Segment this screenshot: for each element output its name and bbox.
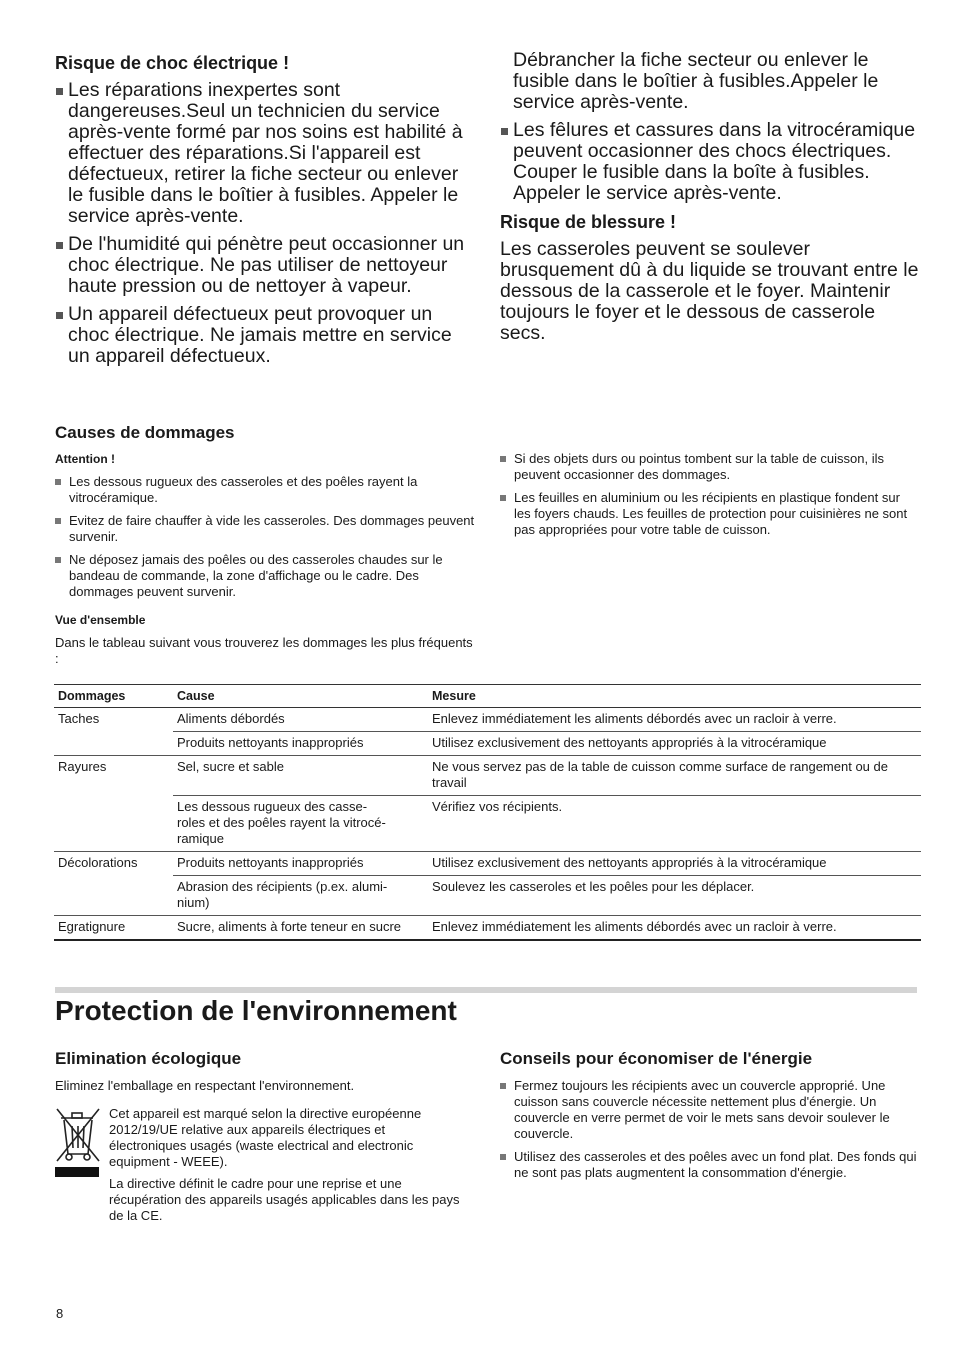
damage-name-cell: Egratignure [54, 916, 173, 941]
shock-item-1: Les réparations inexpertes sont dangereuses.Seul un technicien du service après-vente formé par nos soins est habilité à effectuer des réparations.Si l'appareil est défectueux, retirer la fiche secteur ou enlever le fusible dans le boîtier à fusibles. Appeler le service après-vente. [55, 80, 475, 227]
damage-item-1: Les dessous rugueux des casseroles et des poêles rayent la vitrocéramique. [55, 474, 475, 506]
damage-name-cell: Taches [58, 711, 100, 726]
damage-item-3: Ne déposez jamais des poêles ou des casseroles chaudes sur le bandeau de commande, la zone d'affichage ou le cadre. Des dommages peuvent survenir. [55, 552, 475, 600]
page-number: 8 [56, 1306, 64, 1321]
measure-cell: Utilisez exclusivement des nettoyants appropriés à la vitrocéramique [428, 732, 921, 756]
crossed-bin-icon [55, 1107, 101, 1179]
weee-text-block [109, 1106, 464, 1224]
damage-heading: Causes de dommages [55, 423, 235, 442]
shock-item-3: Un appareil défectueux peut provoquer un choc électrique. Ne jamais mettre en service un appareil défectueux. [55, 304, 475, 367]
measure-cell: Ne vous servez pas de la table de cuisson comme surface de rangement ou de travail [428, 756, 921, 796]
table-row [54, 796, 921, 852]
shock-continued-text: Débrancher la fiche secteur ou enlever le fusible dans le boîtier à fusibles.Appeler le service après-vente. [513, 49, 879, 113]
cause-cell: Les dessous rugueux des casse- roles et des poêles rayent la vitrocé- ramique [173, 796, 428, 852]
injury-heading: Risque de blessure ! [500, 212, 677, 232]
overview-heading: Vue d'ensemble [55, 613, 146, 627]
table-row [54, 732, 921, 756]
shock-list [55, 80, 475, 367]
table-row [54, 876, 921, 916]
header-cause: Cause [173, 685, 428, 708]
table-row [54, 916, 921, 941]
disposal-heading: Elimination écologique [55, 1049, 242, 1068]
energy-tip-2: Utilisez des casseroles et des poêles avec un fond plat. Des fonds qui ne sont pas plats augmentent la consommation d'énergie. [500, 1149, 920, 1181]
shock-heading: Risque de choc électrique ! [55, 53, 290, 73]
shock-list-continued [500, 120, 920, 204]
shock-warning-block [55, 52, 475, 374]
table-row [54, 708, 921, 732]
measure-cell: Enlevez immédiatement les aliments débordés avec un racloir à verre. [428, 916, 921, 941]
damage-name-cell: Rayures [54, 756, 173, 852]
energy-tips-block [500, 1078, 920, 1188]
damage-table [54, 684, 921, 941]
energy-tips-heading: Conseils pour économiser de l'énergie [500, 1049, 813, 1068]
damage-table-wrapper [54, 684, 921, 941]
overview-intro: Dans le tableau suivant vous trouverez les dommages les plus fréquents : [55, 635, 473, 666]
shock-item-4: Les fêlures et cassures dans la vitrocéramique peuvent occasionner des chocs électriques. Couper le fusible dans la boîte à fusibles. Appeler le service après-vente. [500, 120, 920, 204]
table-row [54, 756, 921, 796]
energy-tip-1: Fermez toujours les récipients avec un couvercle approprié. Une cuisson sans couvercle nécessite nettement plus d'énergie. Un couvercle en verre permet de voir le mets sans devoir soulever le couvercle. [500, 1078, 920, 1142]
environment-heading: Protection de l'environnement [55, 995, 457, 1026]
shock-item-2: De l'humidité qui pénètre peut occasionner un choc électrique. Ne pas utiliser de nettoyeur haute pression ou de nettoyer à vapeur. [55, 234, 475, 297]
table-header-row [54, 685, 921, 708]
measure-cell: Enlevez immédiatement les aliments débordés avec un racloir à verre. [432, 711, 837, 726]
weee-paragraph-2: La directive définit le cadre pour une reprise et une récupération des appareils usagés applicables dans les pays de la CE. [109, 1176, 460, 1223]
damage-left-block [55, 452, 475, 607]
damage-right-list [500, 451, 920, 538]
header-dommages: Dommages [54, 685, 173, 708]
measure-cell: Utilisez exclusivement des nettoyants appropriés à la vitrocéramique [428, 852, 921, 876]
damage-item-5: Les feuilles en aluminium ou les récipients en plastique fondent sur les foyers chauds. Les feuilles de protection pour cuisinières ne sont pas appropriées pour votre table de cuisson. [500, 490, 920, 538]
cause-cell: Sel, sucre et sable [173, 756, 428, 796]
section-divider [55, 987, 917, 993]
cause-cell: Produits nettoyants inappropriés [173, 732, 428, 756]
shock-continued-block [500, 50, 920, 344]
cause-cell: Sucre, aliments à forte teneur en sucre [173, 916, 428, 941]
damage-right-block [500, 451, 920, 545]
damage-item-4: Si des objets durs ou pointus tombent sur la table de cuisson, ils peuvent occasionner des dommages. [500, 451, 920, 483]
measure-cell: Vérifiez vos récipients. [428, 796, 921, 852]
disposal-intro: Eliminez l'emballage en respectant l'environnement. [55, 1078, 355, 1093]
damage-left-list [55, 474, 475, 600]
cause-cell: Abrasion des récipients (p.ex. alumi- nium) [173, 876, 428, 916]
header-mesure: Mesure [428, 685, 921, 708]
cause-cell: Aliments débordés [177, 711, 285, 726]
weee-paragraph-1: Cet appareil est marqué selon la directive européenne 2012/19/UE relative aux appareils électriques et électroniques usagés (waste electrical and electronic equipment - WEEE). [109, 1106, 422, 1169]
table-row [54, 852, 921, 876]
measure-cell: Soulevez les casseroles et les poêles pour les déplacer. [428, 876, 921, 916]
cause-cell: Produits nettoyants inappropriés [173, 852, 428, 876]
energy-tips-list [500, 1078, 920, 1181]
attention-label: Attention ! [55, 452, 115, 466]
injury-text: Les casseroles peuvent se soulever brusquement dû à du liquide se trouvant entre le dessous de la casserole et le foyer. Maintenir toujours le foyer et le dessous de casserole secs. [500, 238, 919, 344]
damage-name-cell: Décolorations [54, 852, 173, 916]
overview-block [55, 613, 475, 667]
damage-item-2: Evitez de faire chauffer à vide les casseroles. Des dommages peuvent survenir. [55, 513, 475, 545]
